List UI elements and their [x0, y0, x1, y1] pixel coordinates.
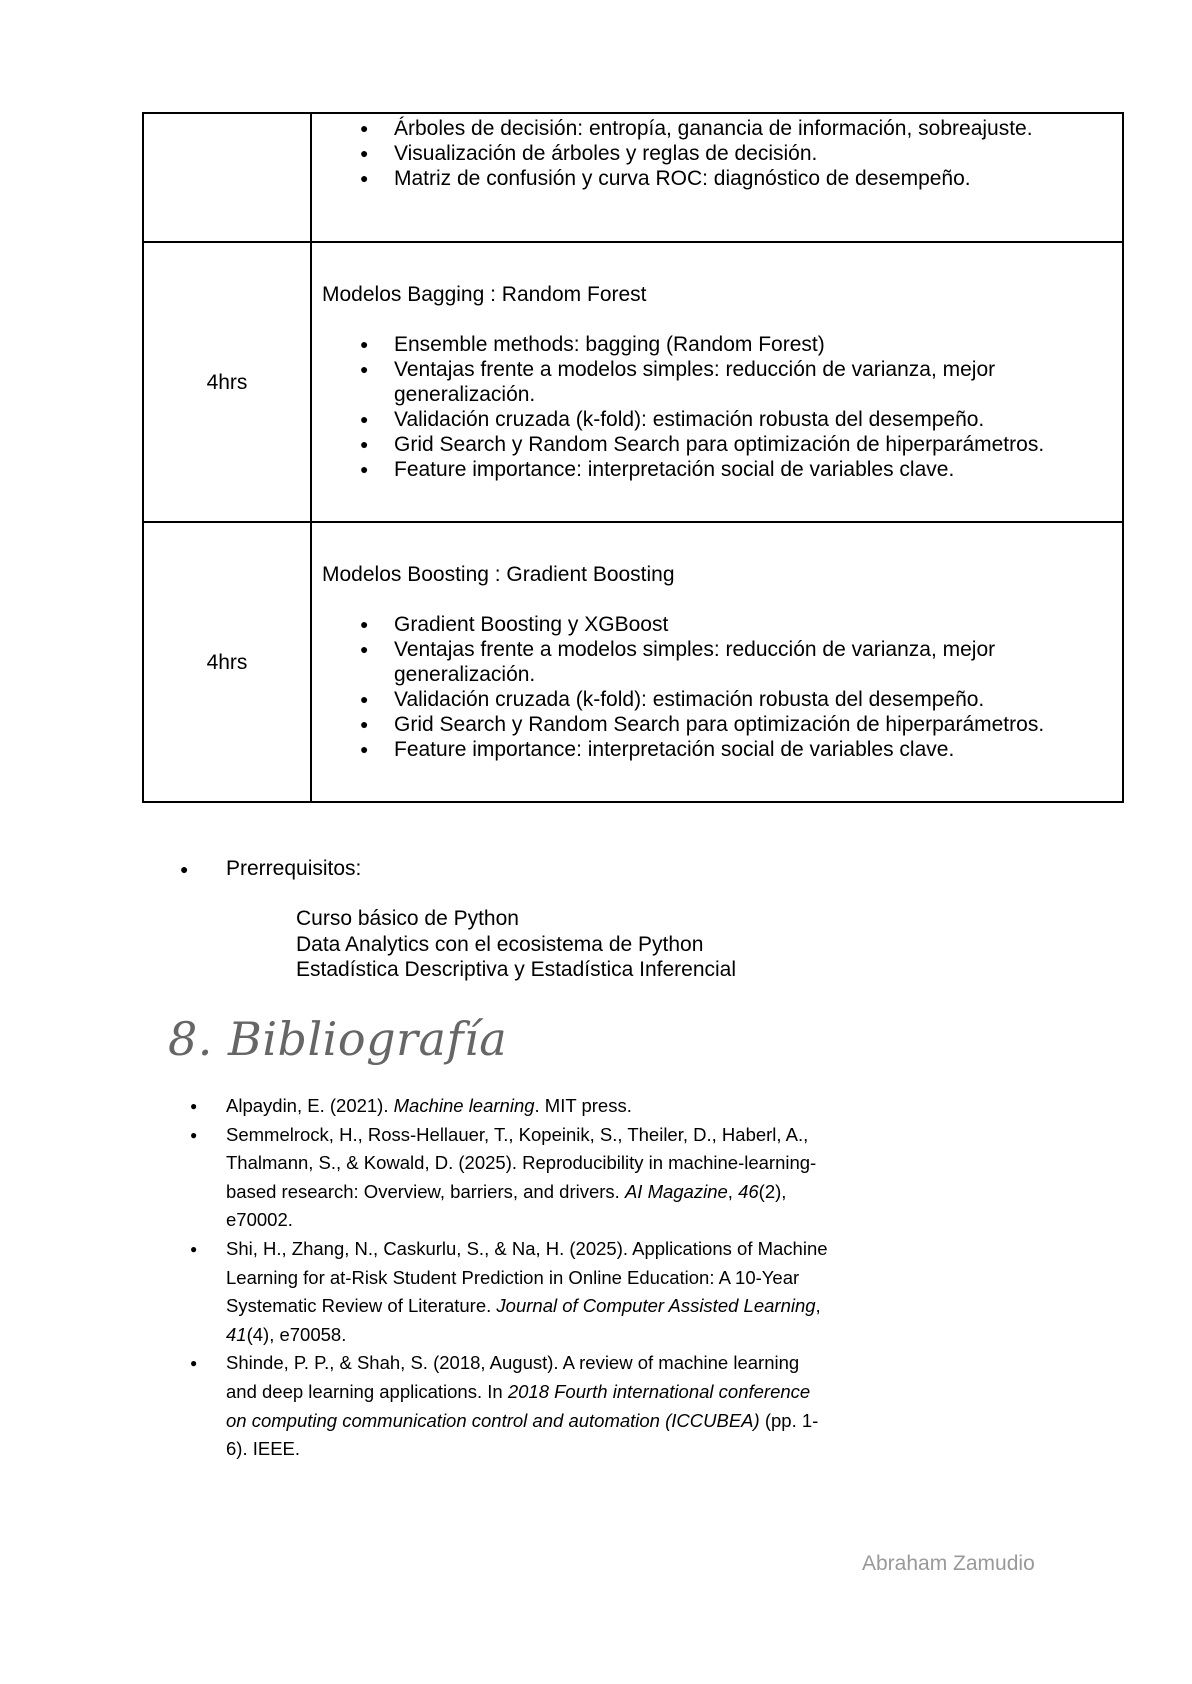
topic-bullet-list — [322, 332, 1112, 482]
topic-bullet: ● Feature importance: interpretación social de variables clave. — [322, 457, 1112, 482]
bibliography-title: Machine learning — [393, 1095, 535, 1116]
bibliography-entry: ● Shinde, P. P., & Shah, S. (2018, August). A review of machine learning and deep learning applications. In 2018 Fourth international conference on computing communication control and automation (ICCUBEA) (pp. 1-6). IEEE. — [190, 1349, 830, 1463]
bibliography-volume: 46 — [738, 1180, 759, 1202]
prerequisite-item: Estadística Descriptiva y Estadística Inferencial — [296, 958, 737, 981]
module-title: Modelos Bagging : Random Forest — [322, 283, 647, 306]
table-row — [143, 113, 1123, 242]
topic-bullet: ● Gradient Boosting y XGBoost — [322, 612, 1112, 637]
prerequisite-item: Data Analytics con el ecosistema de Python — [296, 932, 704, 956]
prerequisite-item: Curso básico de Python — [296, 907, 519, 930]
bibliography-entry: ● Alpaydin, E. (2021). Machine learning. MIT press. — [190, 1092, 830, 1121]
footer-author: Abraham Zamudio — [862, 1552, 1035, 1575]
topic-bullet-list — [322, 612, 1112, 762]
bibliography-title: 2018 Fourth international conference on computing communication control and automation (ICCUBEA) — [226, 1380, 811, 1431]
topic-bullet: ● Validación cruzada (k-fold): estimación robusta del desempeño. — [322, 407, 1112, 432]
topic-bullet: ● Grid Search y Random Search para optimización de hiperparámetros. — [322, 432, 1112, 457]
bibliography-entry: ● Shi, H., Zhang, N., Caskurlu, S., & Na, H. (2025). Applications of Machine Learning for at-Risk Student Prediction in Online Education: A 10-Year Systematic Review of Literature. Journal of Computer Assisted Learning, 41(4), e70058. — [190, 1235, 830, 1349]
table-row — [143, 522, 1123, 802]
hours-cell: 4hrs — [143, 522, 311, 802]
topic-bullet: ● Grid Search y Random Search para optimización de hiperparámetros. — [322, 712, 1112, 737]
section-heading: 8. Bibliografía — [168, 1012, 508, 1066]
topic-bullet: ● Ventajas frente a modelos simples: reducción de varianza, mejor generalización. — [322, 637, 1112, 687]
prerequisites-label: Prerrequisitos: — [226, 857, 362, 880]
topic-bullet: ● Ensemble methods: bagging (Random Forest) — [322, 332, 1112, 357]
hours-cell — [143, 113, 311, 242]
content-cell — [311, 242, 1123, 522]
bibliography-list — [190, 1092, 830, 1464]
topic-bullet: ● Ventajas frente a modelos simples: reducción de varianza, mejor generalización. — [322, 357, 1112, 407]
topic-bullet: ● Árboles de decisión: entropía, ganancia de información, sobreajuste. — [322, 116, 1112, 141]
hours-cell: 4hrs — [143, 242, 311, 522]
topic-bullet: ● Validación cruzada (k-fold): estimación robusta del desempeño. — [322, 687, 1112, 712]
bibliography-title: AI Magazine — [624, 1180, 728, 1202]
topic-bullet-list — [322, 116, 1112, 191]
module-title: Modelos Boosting : Gradient Boosting — [322, 563, 675, 586]
content-cell — [311, 113, 1123, 242]
bibliography-volume: 41 — [226, 1323, 247, 1345]
topic-bullet: ● Visualización de árboles y reglas de decisión. — [322, 141, 1112, 166]
syllabus-table — [142, 112, 1124, 803]
table-row — [143, 242, 1123, 522]
topic-bullet: ● Feature importance: interpretación social de variables clave. — [322, 737, 1112, 762]
bibliography-title: Journal of Computer Assisted Learning — [496, 1295, 816, 1317]
bibliography-entry: ● Semmelrock, H., Ross-Hellauer, T., Kopeinik, S., Theiler, D., Haberl, A., Thalmann, S., & Kowald, D. (2025). Reproducibility in machine-learning-based research: Overview, barriers, and drivers. AI Magazine, 46(2), e70002. — [190, 1121, 830, 1235]
prerequisites-list — [296, 906, 736, 983]
content-cell — [311, 522, 1123, 802]
bullet-icon: ● — [180, 861, 189, 877]
topic-bullet: ● Matriz de confusión y curva ROC: diagnóstico de desempeño. — [322, 166, 1112, 191]
